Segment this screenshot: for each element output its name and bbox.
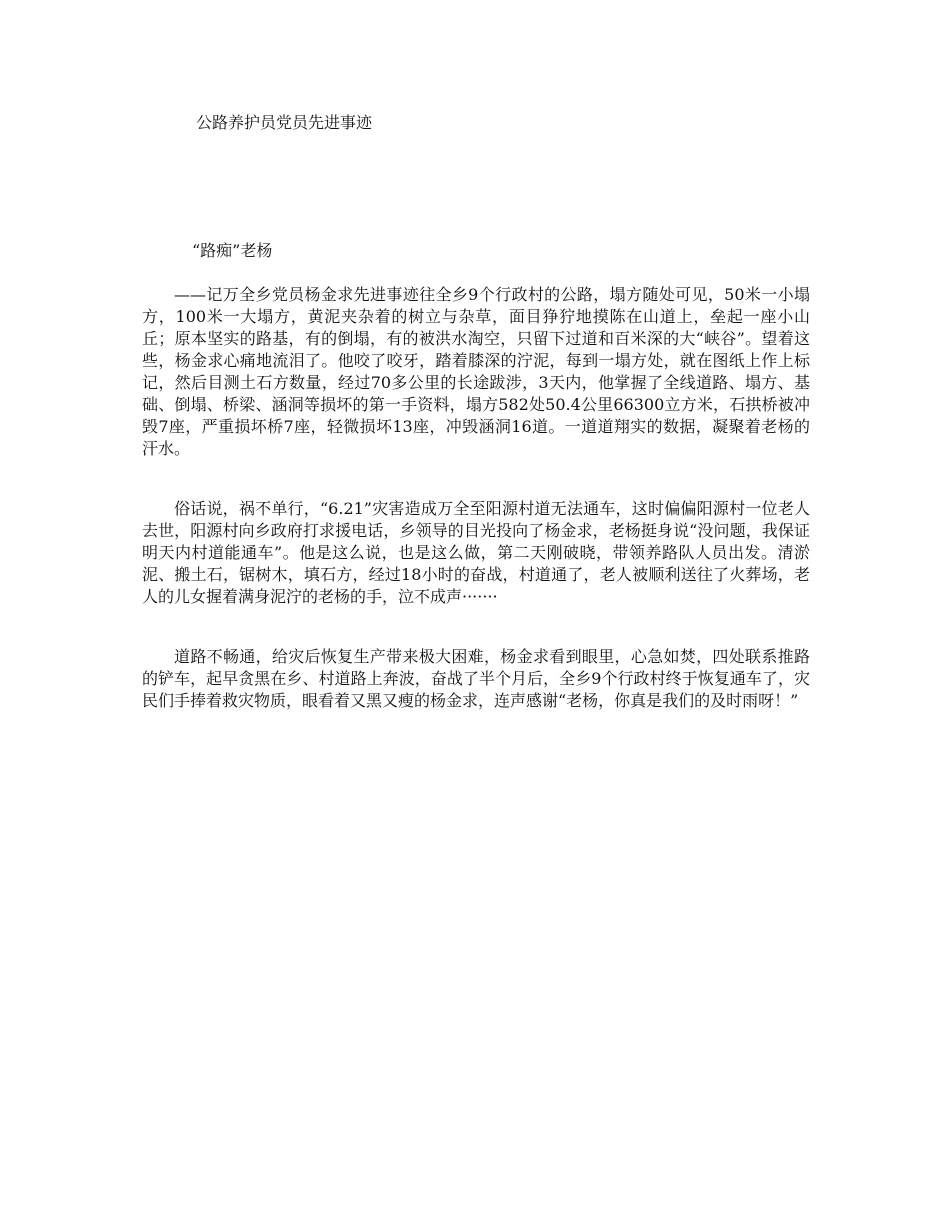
paragraph-3: 道路不畅通，给灾后恢复生产带来极大困难，杨金求看到眼里，心急如焚，四处联系推路的铲车，起早贪黑在乡、村道路上奔波，奋战了半个月后，全乡9个行政村终于恢复通车了，灾民们手捧着救灾物质，眼看着又黑又瘦的杨金求，连声感谢“老杨，你真是我们的及时雨呀！” — [142, 647, 810, 710]
document-subtitle: “路痴”老杨 — [192, 241, 273, 260]
paragraph-1: ——记万全乡党员杨金求先进事迹往全乡9个行政村的公路，塌方随处可见，50米一小塌方，100米一大塌方，黄泥夹杂着的树立与杂草，面目狰狞地摸陈在山道上，垒起一座小山丘；原本坚实的路基，有的倒塌，有的被洪水淘空，只留下过道和百米深的大“峡谷”。望着这些，杨金求心痛地流泪了。他咬了咬牙，踏着膝深的泞泥，每到一塌方处，就在图纸上作上标记，然后目测土石方数量，经过70多公里的长途跋涉，3天内，他掌握了全线道路、塌方、基础、倒塌、桥梁、涵洞等损坏的第一手资料，塌方582处50.4公里66300立方米，石拱桥被冲毁7座，严重损坏桥7座，轻微损坏13座，冲毁涵洞16道。一道道翔实的数据，凝聚着老杨的汗水。 — [142, 285, 810, 458]
document-title: 公路养护员党员先进事迹 — [196, 113, 373, 132]
paragraph-2: 俗话说，祸不单行，“6.21”灾害造成万全至阳源村道无法通车，这时偏偏阳源村一位老人去世，阳源村向乡政府打求援电话，乡领导的目光投向了杨金求，老杨挺身说“没问题，我保证明天内村道能通车”。他是这么说，也是这么做，第二天刚破晓，带领养路队人员出发。清淤泥、搬土石，锯树木，填石方，经过18小时的奋战，村道通了，老人被顺利送往了火葬场，老人的儿女握着满身泥泞的老杨的手，泣不成声······· — [142, 499, 810, 606]
